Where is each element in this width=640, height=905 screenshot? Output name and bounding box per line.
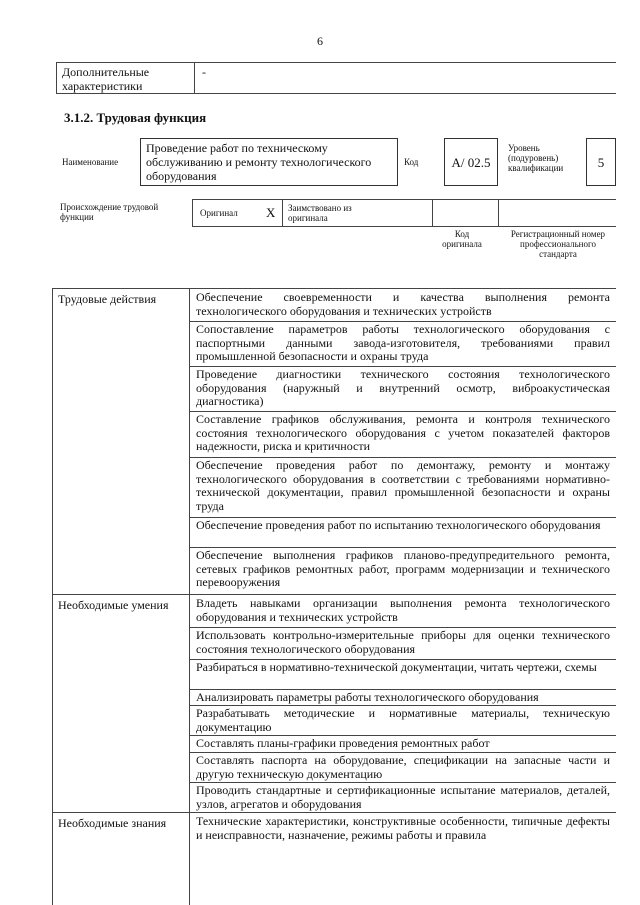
level-label: Уровень (подуровень) квалификации <box>508 143 564 173</box>
original-label: Оригинал <box>200 208 238 218</box>
table-row: Составлять планы-графики проведения ремонтных работ <box>196 736 490 750</box>
level-box <box>586 138 616 186</box>
code-original-caption: Код оригинала <box>442 229 482 249</box>
reg-number-caption: Регистрационный номер профессионального стандарта <box>510 229 606 259</box>
additional-characteristics-label: Дополнительные характеристики <box>62 65 150 93</box>
table-row: Технические характеристики, конструктивные особенности, типичные дефекты и неисправности, назначение, режимы работы и правила <box>196 814 610 842</box>
section-title: 3.1.2. Трудовая функция <box>64 110 207 125</box>
table-row: Разрабатывать методические и нормативные материалы, техническую документацию <box>196 706 610 734</box>
table-row: Составлять паспорта на оборудование, спецификации на запасные части и другую техническую документацию <box>196 753 610 781</box>
table-row: Обеспечение проведения работ по испытанию технологического оборудования <box>196 518 601 532</box>
page-number: 6 <box>317 34 323 48</box>
table-row: Обеспечение выполнения графиков планово-предупредительного ремонта, сетевых графиков ремонтных работ, программ модернизации и технического перевооружения <box>196 548 610 589</box>
borrowed-label: Заимствовано из оригинала <box>288 203 352 223</box>
code-label: Код <box>404 157 419 167</box>
table-row: Обеспечение своевременности и качества выполнения ремонта технологического оборудования и технических устройств <box>196 290 610 318</box>
name-label: Наименование <box>62 157 119 167</box>
additional-characteristics-row <box>56 62 616 94</box>
function-name-value: Проведение работ по техническому обслуживанию и ремонту технологического оборудования <box>146 141 372 183</box>
table-row: Владеть навыками организации выполнения ремонта технологического оборудования и технических устройств <box>196 596 610 624</box>
original-mark: X <box>266 205 276 220</box>
table-row: Анализировать параметры работы технологического оборудования <box>196 690 539 704</box>
origin-table <box>192 199 616 227</box>
origin-label: Происхождение трудовой функции <box>60 202 159 222</box>
table-row: Разбираться в нормативно-технической документации, читать чертежи, схемы <box>196 660 597 674</box>
table-row: Сопоставление параметров работы технологического оборудования с паспортными данными завода-изготовителя, требованиями правил промышленной безопасности и охраны труда <box>196 322 610 363</box>
code-box <box>444 138 498 186</box>
table-row: Составление графиков обслуживания, ремонта и контроля технического состояния технологического оборудования с учетом показателей факторов надежности, риска и критичности <box>196 412 610 453</box>
table-row: Проводить стандартные и сертификационные испытание материалов, деталей, узлов, агрегатов и оборудования <box>196 783 610 811</box>
table-row: Обеспечение проведения работ по демонтажу, ремонту и монтажу технологического оборудования в соответствии с требованиями нормативно-технической документации, правил промышленной безопасности и охраны труда <box>196 458 610 513</box>
section-label-knowledge: Необходимые знания <box>58 816 167 830</box>
additional-characteristics-value: - <box>202 65 206 79</box>
function-name-box <box>140 138 398 186</box>
section-label-labor-actions: Трудовые действия <box>58 292 157 306</box>
table-row: Проведение диагностики технического состояния технологического оборудования (наружный и внутренний осмотр, виброакустическая диагностика) <box>196 367 610 408</box>
code-value: A/ 02.5 <box>451 155 491 170</box>
level-value: 5 <box>597 155 605 170</box>
section-label-skills: Необходимые умения <box>58 598 169 612</box>
table-row: Использовать контрольно-измерительные приборы для оценки технического состояния технологического оборудования <box>196 628 610 656</box>
main-table <box>52 288 616 905</box>
